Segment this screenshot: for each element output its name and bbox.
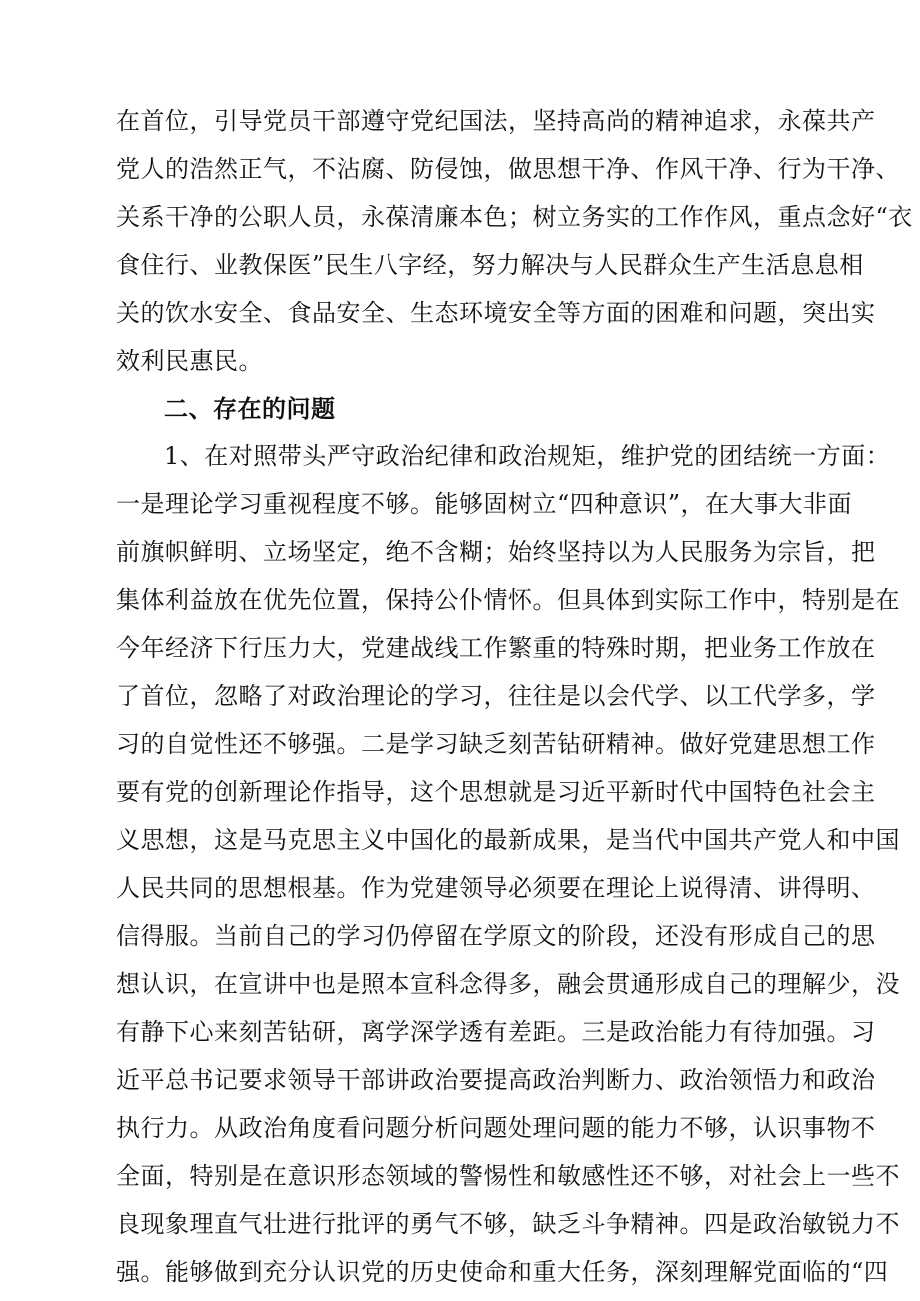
- paragraph-line: 集体利益放在优先位置，保持公仆情怀。但具体到实际工作中，特别是在: [116, 586, 900, 614]
- paragraph-line: 1、在对照带头严守政治纪律和政治规矩，维护党的团结统一方面：: [164, 442, 891, 470]
- paragraph-line: 近平总书记要求领导干部讲政治要提高政治判断力、政治领悟力和政治: [116, 1066, 876, 1094]
- paragraph-line: 在首位，引导党员干部遵守党纪国法，坚持高尚的精神追求，永葆共产: [116, 107, 876, 135]
- paragraph-line: 强。能够做到充分认识党的历史使命和重大任务，深刻理解党面临的“四: [116, 1258, 889, 1286]
- paragraph-line: 人民共同的思想根基。作为党建领导必须要在理论上说得清、讲得明、: [116, 874, 876, 902]
- paragraph-line: 想认识，在宣讲中也是照本宣科念得多，融会贯通形成自己的理解少，没: [116, 970, 900, 998]
- paragraph-line: 效利民惠民。: [116, 347, 263, 375]
- paragraph-line: 一是理论学习重视程度不够。能够固树立“四种意识”，在大事大非面: [116, 490, 853, 518]
- paragraph-line: 习的自觉性还不够强。二是学习缺乏刻苦钻研精神。做好党建思想工作: [116, 730, 876, 758]
- paragraph-line: 执行力。从政治角度看问题分析问题处理问题的能力不够，认识事物不: [116, 1114, 876, 1142]
- paragraph-line: 关的饮水安全、食品安全、生态环境安全等方面的困难和问题，突出实: [116, 299, 876, 327]
- paragraph-line: 前旗帜鲜明、立场坚定，绝不含糊；始终坚持以为人民服务为宗旨，把: [116, 538, 876, 566]
- paragraph-line: 全面，特别是在意识形态领域的警惕性和敏感性还不够，对社会上一些不: [116, 1162, 900, 1190]
- paragraph-line: 义思想，这是马克思主义中国化的最新成果，是当代中国共产党人和中国: [116, 826, 900, 854]
- paragraph-line: 有静下心来刻苦钻研，离学深学透有差距。三是政治能力有待加强。习: [116, 1018, 876, 1046]
- paragraph-line: 党人的浩然正气，不沾腐、防侵蚀，做思想干净、作风干净、行为干净、: [116, 155, 900, 183]
- paragraph-line: 了首位，忽略了对政治理论的学习，往往是以会代学、以工代学多，学: [116, 682, 876, 710]
- paragraph-line: 今年经济下行压力大，党建战线工作繁重的特殊时期，把业务工作放在: [116, 634, 876, 662]
- section-heading: 二、存在的问题: [164, 394, 336, 423]
- paragraph-line: 食住行、业教保医”民生八字经，努力解决与人民群众生产生活息息相: [116, 251, 864, 279]
- paragraph-line: 良现象理直气壮进行批评的勇气不够，缺乏斗争精神。四是政治敏锐力不: [116, 1210, 900, 1238]
- paragraph-line: 关系干净的公职人员，永葆清廉本色；树立务实的工作作风，重点念好“衣: [116, 203, 913, 231]
- paragraph-line: 信得服。当前自己的学习仍停留在学原文的阶段，还没有形成自己的思: [116, 922, 876, 950]
- paragraph-line: 要有党的创新理论作指导，这个思想就是习近平新时代中国特色社会主: [116, 778, 876, 806]
